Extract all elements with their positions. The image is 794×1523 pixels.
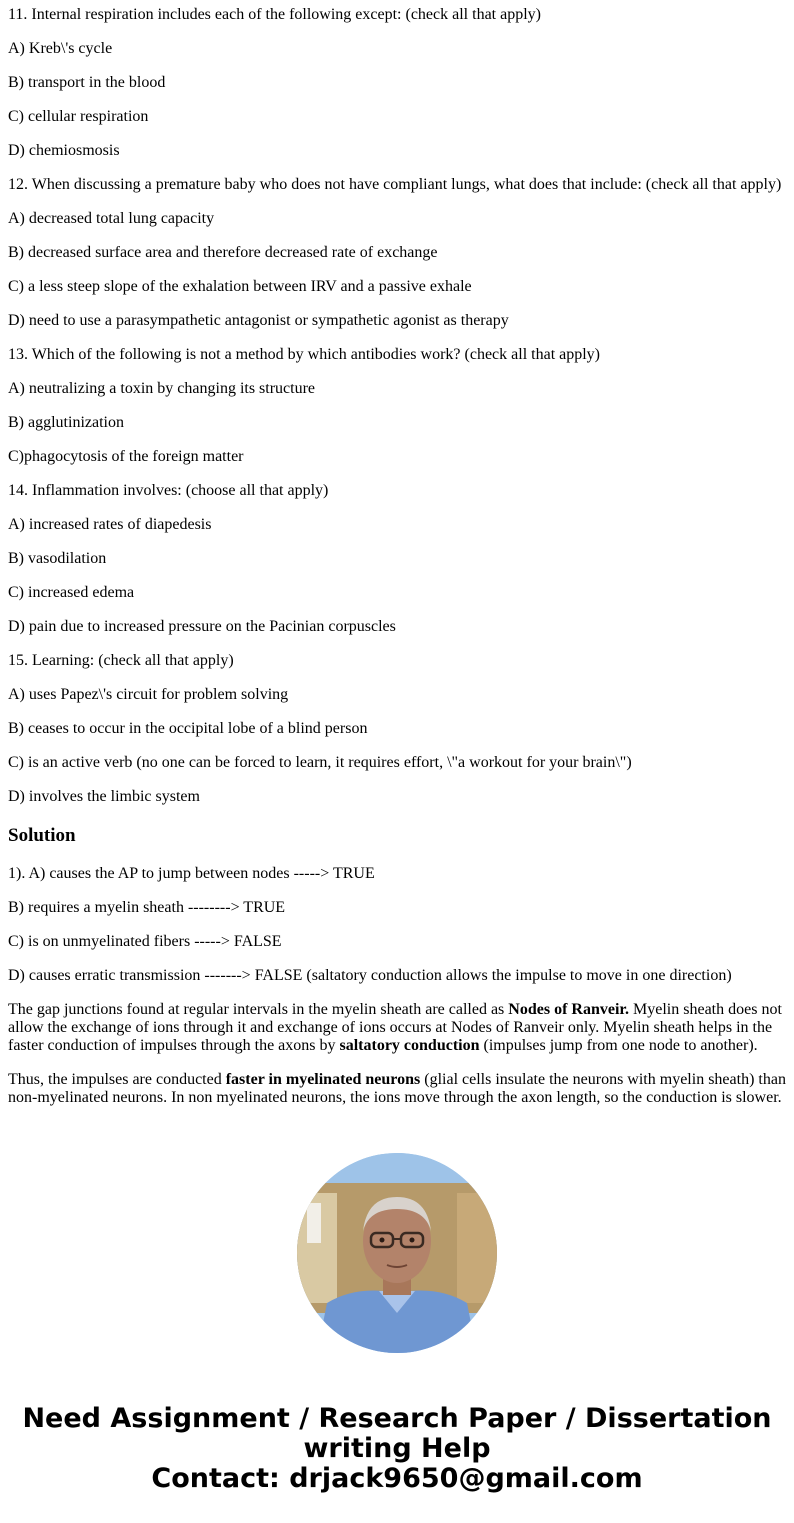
explanation-2-bold-1: faster in myelinated neurons (225, 1071, 421, 1088)
option-12-c: C) a less steep slope of the exhalation between IRV and a passive exhale (8, 278, 472, 295)
avatar (297, 1153, 497, 1353)
answer-a: 1). A) causes the AP to jump between nodes -----> TRUE (8, 865, 375, 882)
option-15-b: B) ceases to occur in the occipital lobe of a blind person (8, 720, 368, 737)
option-15-a: A) uses Papez\'s circuit for problem solving (8, 686, 289, 703)
answer-d: D) causes erratic transmission -------> FALSE (saltatory conduction allows the impulse to move in one direction) (8, 967, 732, 984)
explanation-2-text-2: (glial cells insulate the neurons with myelin sheath) than non-myelinated neurons. In non myelinated neurons, the ions move through the axon length, so the conduction is slower. (8, 1071, 786, 1106)
option-15-c: C) is an active verb (no one can be forced to learn, it requires effort, \"a workout for your brain\") (8, 754, 632, 771)
option-13-b: B) agglutinization (8, 414, 124, 431)
explanation-1-text-3: (impulses jump from one node to another). (479, 1037, 758, 1054)
option-11-d: D) chemiosmosis (8, 142, 120, 159)
option-15-d: D) involves the limbic system (8, 788, 200, 805)
option-14-a: A) increased rates of diapedesis (8, 516, 212, 533)
footer-contact: Contact: drjack9650@gmail.com (151, 1463, 643, 1494)
option-13-c: C)phagocytosis of the foreign matter (8, 448, 244, 465)
footer-line-2: writing Help (303, 1433, 491, 1464)
question-15: 15. Learning: (check all that apply) (8, 652, 234, 669)
question-13: 13. Which of the following is not a method by which antibodies work? (check all that apply) (8, 346, 601, 363)
solution-heading: Solution (8, 825, 76, 846)
option-12-a: A) decreased total lung capacity (8, 210, 215, 227)
portrait-image (297, 1153, 497, 1353)
option-14-c: C) increased edema (8, 584, 135, 601)
question-12: 12. When discussing a premature baby who does not have compliant lungs, what does that include: (check all that apply) (8, 176, 782, 193)
option-12-d: D) need to use a parasympathetic antagonist or sympathetic agonist as therapy (8, 312, 509, 329)
option-12-b: B) decreased surface area and therefore decreased rate of exchange (8, 244, 438, 261)
option-14-b: B) vasodilation (8, 550, 107, 567)
explanation-paragraph-2 (8, 1071, 790, 1107)
option-13-a: A) neutralizing a toxin by changing its structure (8, 380, 316, 397)
question-11: 11. Internal respiration includes each of the following except: (check all that apply) (8, 6, 541, 23)
explanation-2-text-1: Thus, the impulses are conducted (8, 1071, 226, 1088)
explanation-1-bold-2: saltatory conduction (339, 1037, 480, 1054)
question-14: 14. Inflammation involves: (choose all that apply) (8, 482, 329, 499)
option-14-d: D) pain due to increased pressure on the Pacinian corpuscles (8, 618, 396, 635)
option-11-b: B) transport in the blood (8, 74, 166, 91)
option-11-a: A) Kreb\'s cycle (8, 40, 113, 57)
footer-banner (0, 1404, 794, 1494)
answer-b: B) requires a myelin sheath --------> TRUE (8, 899, 286, 916)
explanation-1-text-2: Myelin sheath does not allow the exchange of ions through it and exchange of ions occurs at Nodes of Ranveir only. Myelin sheath helps in the faster conduction of impulses through the axons by (8, 1001, 782, 1054)
option-11-c: C) cellular respiration (8, 108, 149, 125)
explanation-1-bold-1: Nodes of Ranveir. (508, 1001, 630, 1018)
explanation-1-text-1: The gap junctions found at regular intervals in the myelin sheath are called as (8, 1001, 509, 1018)
answer-c: C) is on unmyelinated fibers -----> FALSE (8, 933, 282, 950)
explanation-paragraph-1 (8, 1001, 790, 1055)
footer-line-1: Need Assignment / Research Paper / Dissertation (22, 1403, 772, 1434)
